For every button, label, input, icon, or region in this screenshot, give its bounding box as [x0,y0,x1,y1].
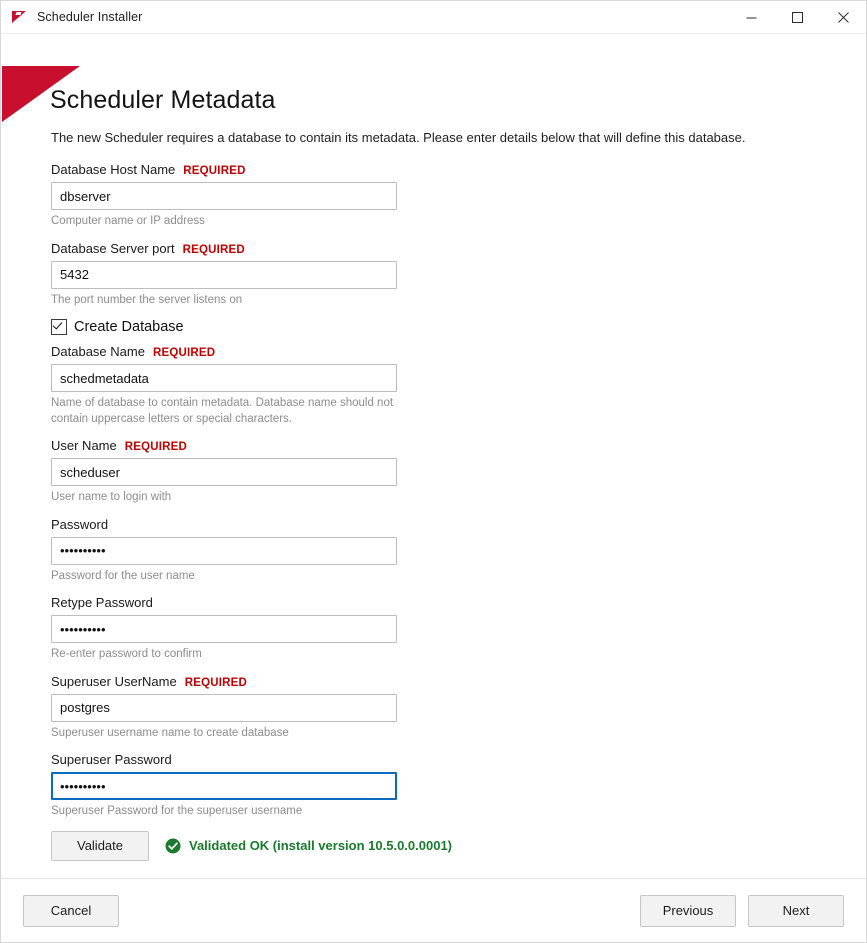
field-password-label: Password [51,516,109,532]
field-db-name-required-tag: REQUIRED [152,347,216,360]
field-db-host [51,162,811,230]
field-retype-password-label: Retype Password [51,595,153,611]
field-user-name-label-row [51,438,811,453]
field-db-port-label-row [51,241,811,256]
field-superuser-name-required-tag: REQUIRED [184,676,248,689]
next-button[interactable]: Next [748,895,844,927]
cancel-button[interactable]: Cancel [23,895,119,927]
db-host-input[interactable] [51,182,397,210]
app-logo-icon [12,9,28,25]
password-input[interactable] [51,537,397,565]
create-database-checkbox[interactable] [51,319,67,335]
title-bar [1,1,866,34]
page-subtitle: The new Scheduler requires a database to contain its metadata. Please enter details below that will define this database. [51,130,746,145]
field-db-host-label: Database Host Name [51,162,176,177]
field-db-name-hint: Name of database to contain metadata. Database name should not contain uppercase letters or special characters. [51,397,394,425]
db-port-input[interactable] [51,261,397,289]
validate-button[interactable]: Validate [51,831,149,861]
brand-corner-decoration [2,66,80,122]
validation-status [165,838,452,854]
field-superuser-name [51,674,811,742]
field-db-name-label-row [51,344,811,359]
field-superuser-password-hint: Superuser Password for the superuser username [51,805,303,818]
superuser-password-input[interactable] [51,772,397,800]
field-user-name-label: User Name [51,438,117,454]
field-db-port-required-tag: REQUIRED [182,243,245,256]
validation-status-text: Validated OK (install version 10.5.0.0.0001) [189,838,453,854]
field-retype-password-hint: Re-enter password to confirm [51,648,202,661]
field-db-name [51,344,811,427]
field-superuser-password-label: Superuser Password [51,752,172,768]
field-superuser-name-label: Superuser UserName [51,673,177,689]
field-retype-password-label-row [51,595,811,610]
field-superuser-name-label-row [51,674,811,689]
field-db-host-label-row [51,162,811,177]
field-db-host-required-tag: REQUIRED [183,165,246,177]
metadata-form [51,162,811,861]
field-db-host-hint: Computer name or IP address [51,215,205,227]
field-db-port-label: Database Server port [51,240,175,256]
field-db-port [51,241,811,309]
field-password-hint: Password for the user name [51,569,195,582]
field-user-name-hint: User name to login with [51,491,172,504]
field-superuser-name-hint: Superuser username name to create database [51,726,289,739]
field-superuser-password [51,752,811,820]
window-title: Scheduler Installer [37,10,143,24]
close-icon[interactable] [820,2,866,33]
field-password-label-row [51,517,811,532]
user-name-input[interactable] [51,458,397,486]
field-db-port-hint: The port number the server listens on [51,293,243,306]
field-db-name-label: Database Name [51,344,145,360]
field-user-name [51,438,811,506]
footer-bar [1,878,866,942]
field-password [51,517,811,585]
field-retype-password [51,595,811,663]
minimize-icon[interactable] [728,2,774,33]
maximize-icon[interactable] [774,2,820,33]
check-circle-icon [165,838,181,854]
validate-row [51,831,811,861]
previous-button[interactable]: Previous [640,895,736,927]
superuser-name-input[interactable] [51,694,397,722]
create-database-checkbox-row[interactable] [51,319,811,335]
field-user-name-required-tag: REQUIRED [124,441,188,454]
page-content [1,34,866,878]
create-database-label: Create Database [74,319,184,336]
page-title: Scheduler Metadata [50,86,276,114]
field-superuser-password-label-row [51,752,811,767]
retype-password-input[interactable] [51,615,397,643]
db-name-input[interactable] [51,364,397,392]
